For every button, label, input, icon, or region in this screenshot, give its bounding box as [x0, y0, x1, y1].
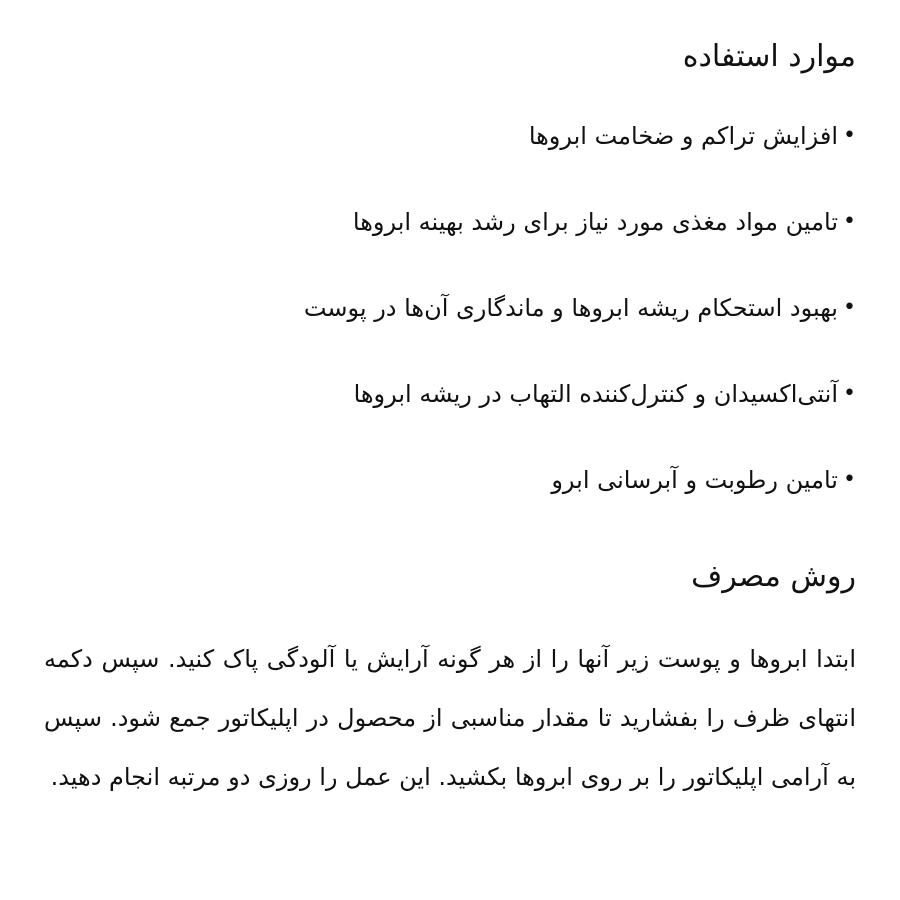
bullet-icon: • — [843, 123, 856, 148]
uses-list-item — [44, 116, 856, 202]
uses-item-text: تامین رطوبت و آبرسانی ابرو — [551, 466, 838, 494]
method-paragraph: ابتدا ابروها و پوست زیر آنها را از هر گونه آرایش یا آلودگی پاک کنید. سپس دکمه انتهای ظرف را بفشارید تا مقدار مناسبی از محصول در اپلیکاتور جمع شود. سپس به آرامی اپلیکاتور را بر روی ابروها بکشید. این عمل را روزی دو مرتبه انجام دهید. — [44, 645, 856, 791]
uses-list-item — [44, 460, 856, 546]
method-section-title: روش مصرف — [691, 559, 856, 594]
bullet-icon: • — [843, 467, 856, 492]
uses-list-item — [44, 374, 856, 460]
uses-item-text: تامین مواد مغذی مورد نیاز برای رشد بهینه ابروها — [352, 208, 838, 236]
bullet-icon: • — [843, 295, 856, 320]
product-info-page — [44, 0, 856, 900]
uses-item-text: افزایش تراکم و ضخامت ابروها — [528, 122, 838, 150]
uses-list-item — [44, 202, 856, 288]
uses-section-title: موارد استفاده — [682, 39, 856, 74]
uses-item-text: بهبود استحکام ریشه ابروها و ماندگاری آن‌ها در پوست — [303, 294, 838, 322]
bullet-icon: • — [843, 209, 856, 234]
bullet-icon: • — [843, 381, 856, 406]
uses-list — [44, 116, 856, 546]
uses-item-text: آنتی‌اکسیدان و کنترل‌کننده التهاب در ریشه ابروها — [353, 380, 838, 408]
uses-list-item — [44, 288, 856, 374]
